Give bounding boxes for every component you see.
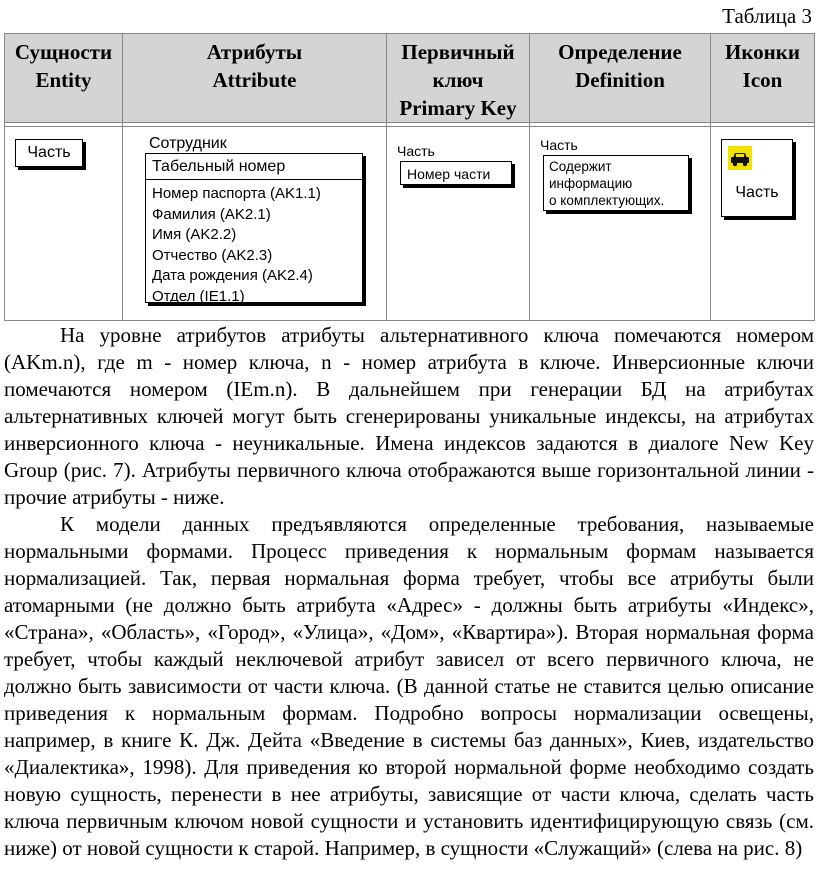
definition-line: о комплектующих. [549,193,665,208]
icon-label: Часть [735,184,779,201]
pk-entity-name: Часть [397,143,435,159]
definition-box [543,155,689,211]
table-header-row [5,34,815,123]
attribute-entity-box [145,153,363,303]
notation-table [4,33,815,321]
paragraph: К модели данных предъявляются определенные требования, называемые нормальными формами. Процесс приведения к нормальным формам называется нормализацией. Так, первая нормальная форма требует, чтобы все атрибуты были атомарными (не должно быть атрибута «Адрес» - должны быть атрибуты «Индекс», «Страна», «Область», «Город», «Улица», «Дом», «Квартира»). Вторая нормальная форма требует, чтобы каждый неключевой атрибут зависел от всего первичного ключа, не должно быть зависимости от части ключа. (В данной статье не ставится целью описание приведения к нормальным формам. Подробно вопросы нормализации освещены, например, в книге К. Дж. Дейта «Введение в системы баз данных», Киев, издательство «Диалектика», 1998). Для приведения ко второй нормальной форме необходимо создать новую сущность, перенести в нее атрибуты, зависящие от части ключа, сделать часть ключа первичным ключом новой сущности и установить идентифицирующую связь (см. ниже) от новой сущности к старой. Например, в сущности «Служащий» (слева на рис. 8) [4,512,814,860]
attribute-item: Имя (AK2.2) [152,226,237,243]
attribute-item: Фамилия (AK2.1) [152,205,271,223]
pk-entity-box: Номер части [400,161,512,185]
cell-entity [5,127,123,321]
cell-definition [530,127,711,321]
car-icon [728,146,752,170]
entity-box: Часть [15,139,83,167]
attribute-primary-key: Табельный номер [146,154,362,180]
cell-primary-key [387,127,530,321]
table-body-row [5,127,815,321]
definition-line: Содержит [549,159,612,174]
header-definition: Определение Definition [530,34,711,123]
definition-entity-name: Часть [540,137,578,153]
attribute-item: Номер паспорта (AK1.1) [152,185,321,202]
header-attribute: Атрибуты Attribute [123,34,387,123]
header-primary-key: Первичный ключ Primary Key [387,34,530,123]
cell-icon [711,127,815,321]
attribute-entity-name: Сотрудник [149,135,227,152]
attribute-item: Дата рождения (AK2.4) [152,267,313,284]
header-icon: Иконки Icon [711,34,815,123]
attribute-item: Отчество (AK2.3) [152,246,273,264]
definition-line: информацию [549,176,633,191]
cell-attribute [123,127,387,321]
header-entity: Сущности Entity [5,34,123,123]
table-caption: Таблица 3 [722,4,812,28]
attribute-item: Отдел (IE1.1) [152,287,245,305]
attribute-list [146,180,362,307]
icon-entity-box [721,139,793,217]
paragraph: На уровне атрибутов атрибуты альтернативного ключа помечаются номером (AKm.n), где m - номер ключа, n - номер атрибута в ключе. Инверсионные ключи помечаются номером (IEm.n). В дальнейшем при генерации БД на атрибутах альтернативных ключей могут быть сгенерированы уникальные индексы, на атрибутах инверсионного ключа - неуникальные. Имена индексов задаются в диалоге New Key Group (рис. 7). Атрибуты первичного ключа отображаются выше горизонтальной линии - прочие атрибуты - ниже. [4,323,814,509]
